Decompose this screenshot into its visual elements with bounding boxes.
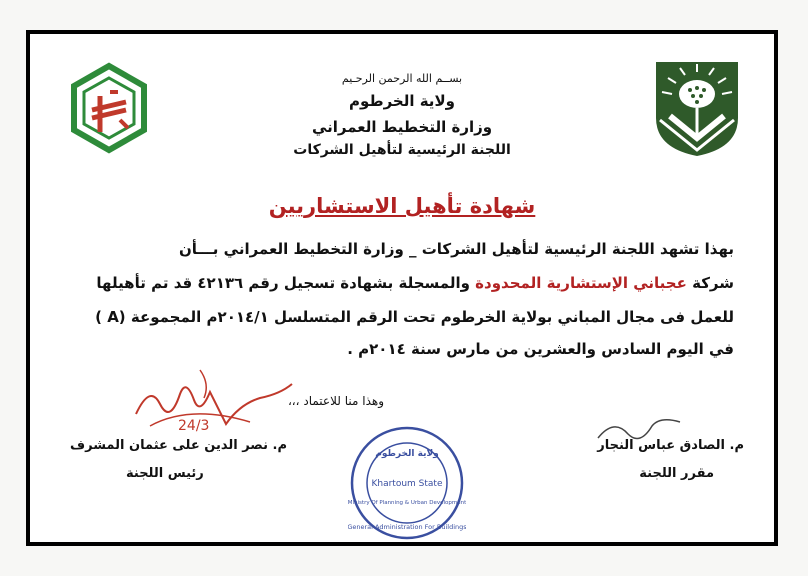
basmala: بســم الله الرحمن الرحـيم [341, 72, 463, 85]
committee-name: اللجنة الرئيسية لتأهيل الشركات [293, 142, 511, 158]
certificate-frame [26, 30, 778, 546]
closing-line: وهذا منا للاعتماد ،،، [287, 394, 384, 408]
ministry-name: وزارة التخطيط العمراني [311, 118, 493, 136]
chairman-name: م. نصر الدين على عثمان المشرف [70, 438, 287, 453]
chairman-title: رئيس اللجنة [126, 466, 204, 481]
stamp-top-text: ولاية الخرطوم [375, 449, 439, 459]
rapporteur-title: مقرر اللجنة [639, 466, 714, 481]
state-name: ولاية الخرطوم [349, 92, 455, 110]
body-line-3: للعمل فى مجال المباني بولاية الخرطوم تحت الرقم المتسلسل ٢٠١٤/١م المجموعة (A ) [95, 308, 734, 326]
handwritten-date: 24/3 [178, 418, 210, 434]
stamp-bottom-text: General Administration For Buildings [348, 523, 466, 531]
official-stamp [348, 424, 466, 546]
line2-prefix: شركة [686, 274, 734, 292]
certificate-title: شهادة تأهيل الاستشاريين [268, 194, 536, 218]
body-line-2 [96, 274, 734, 292]
stamp-ring-text: Ministry Of Planning & Urban Development [348, 500, 466, 506]
company-name: عجباني الإستشارية المحدودة [475, 274, 687, 292]
rapporteur-name: م. الصادق عباس النجار [597, 438, 744, 453]
line2-suffix: والمسجلة بشهادة تسجيل رقم ٤٢١٣٦ قد تم تأهيلها [96, 274, 476, 292]
handwritten-signature [130, 364, 300, 448]
body-line-4: في اليوم السادس والعشرين من مارس سنة ٢٠١٤م . [347, 340, 734, 358]
body-line-1: بهذا تشهد اللجنة الرئيسية لتأهيل الشركات _ وزارة التخطيط العمراني بـــأن [178, 240, 734, 258]
stamp-middle-text: Khartoum State [371, 479, 443, 489]
